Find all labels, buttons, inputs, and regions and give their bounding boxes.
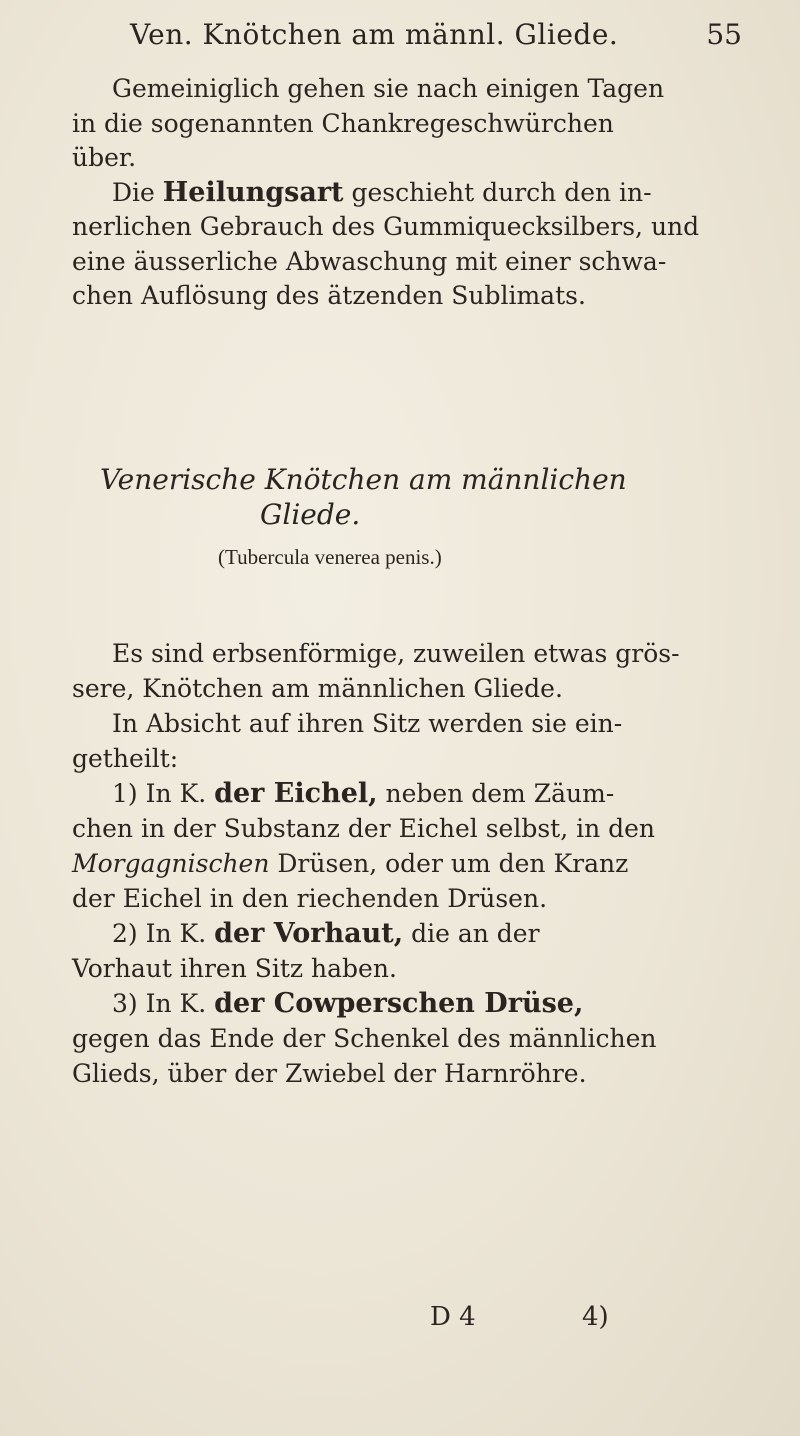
item-2-prefix: In K. <box>145 919 207 948</box>
cure-line-1: Die Heilungsart geschieht durch den in- <box>112 176 652 208</box>
page-header <box>60 14 752 62</box>
desc-line-1: Es sind erbsenförmige, zuweilen etwas grös- <box>112 639 680 668</box>
desc-line-4: getheilt: <box>72 744 179 773</box>
item-3-prefix: In K. <box>145 989 207 1018</box>
latin-subtitle: (Tubercula venerea penis.) <box>218 545 442 569</box>
cure-line-2: nerlichen Gebrauch des Gummiquecksilbers, und <box>72 212 700 241</box>
item-3-number: 3) <box>112 989 138 1018</box>
item-2-rest: die an der <box>411 919 540 948</box>
item-1-italic: Morgagnischen <box>72 849 270 878</box>
cure-line-1-rest: geschieht durch den in- <box>351 177 652 207</box>
running-head: Ven. Knötchen am männl. Gliede. <box>130 18 619 51</box>
item-2-line-2: Vorhaut ihren Sitz haben. <box>72 954 397 983</box>
intro-line-3: über. <box>72 143 137 172</box>
item-1-line-3-rest: Drüsen, oder um den Kranz <box>277 849 629 878</box>
item-1-line-2: chen in der Substanz der Eichel selbst, in den <box>72 814 656 843</box>
catchword: 4) <box>582 1302 609 1332</box>
intro-line-1: Gemeiniglich gehen sie nach einigen Tagen <box>112 74 665 103</box>
intro-and-cure-text <box>72 72 738 314</box>
item-1-line-3 <box>72 846 738 881</box>
item-1-line-4: der Eichel in den riechenden Drüsen. <box>72 884 548 913</box>
item-2-line-1 <box>72 916 738 951</box>
item-2-term: der Vorhaut, <box>214 918 404 949</box>
item-3-line-2: gegen das Ende der Schenkel des männlichen <box>72 1024 657 1053</box>
section-title-line-1: Venerische Knötchen am männlichen <box>100 463 627 496</box>
page-number: 55 <box>706 18 742 51</box>
item-1-rest: neben dem Zäum- <box>385 779 615 808</box>
item-3-line-3: Glieds, über der Zwiebel der Harnröhre. <box>72 1059 587 1088</box>
item-3-term: der Cowperschen Drüse, <box>214 988 584 1019</box>
item-3-line-1 <box>72 986 738 1021</box>
item-1-prefix: In K. <box>145 779 207 808</box>
item-1-number: 1) <box>112 779 138 808</box>
cure-line-4: chen Auflösung des ätzenden Sublimats. <box>72 281 586 310</box>
section-title-line-2: Gliede. <box>260 498 361 531</box>
page-footer <box>0 1302 800 1342</box>
desc-line-3: In Absicht auf ihren Sitz werden sie ein- <box>112 709 623 738</box>
item-1-line-1 <box>72 776 738 811</box>
description-text <box>72 636 738 1091</box>
cure-term: Heilungsart <box>162 176 344 208</box>
signature-mark: D 4 <box>430 1302 476 1332</box>
item-2-number: 2) <box>112 919 138 948</box>
desc-line-2: sere, Knötchen am männlichen Gliede. <box>72 674 563 703</box>
cure-line-3: eine äusserliche Abwaschung mit einer schwa- <box>72 246 667 276</box>
intro-line-2: in die sogenannten Chankregeschwürchen <box>72 108 614 138</box>
section-heading <box>100 462 740 570</box>
item-1-term: der Eichel, <box>214 778 378 809</box>
